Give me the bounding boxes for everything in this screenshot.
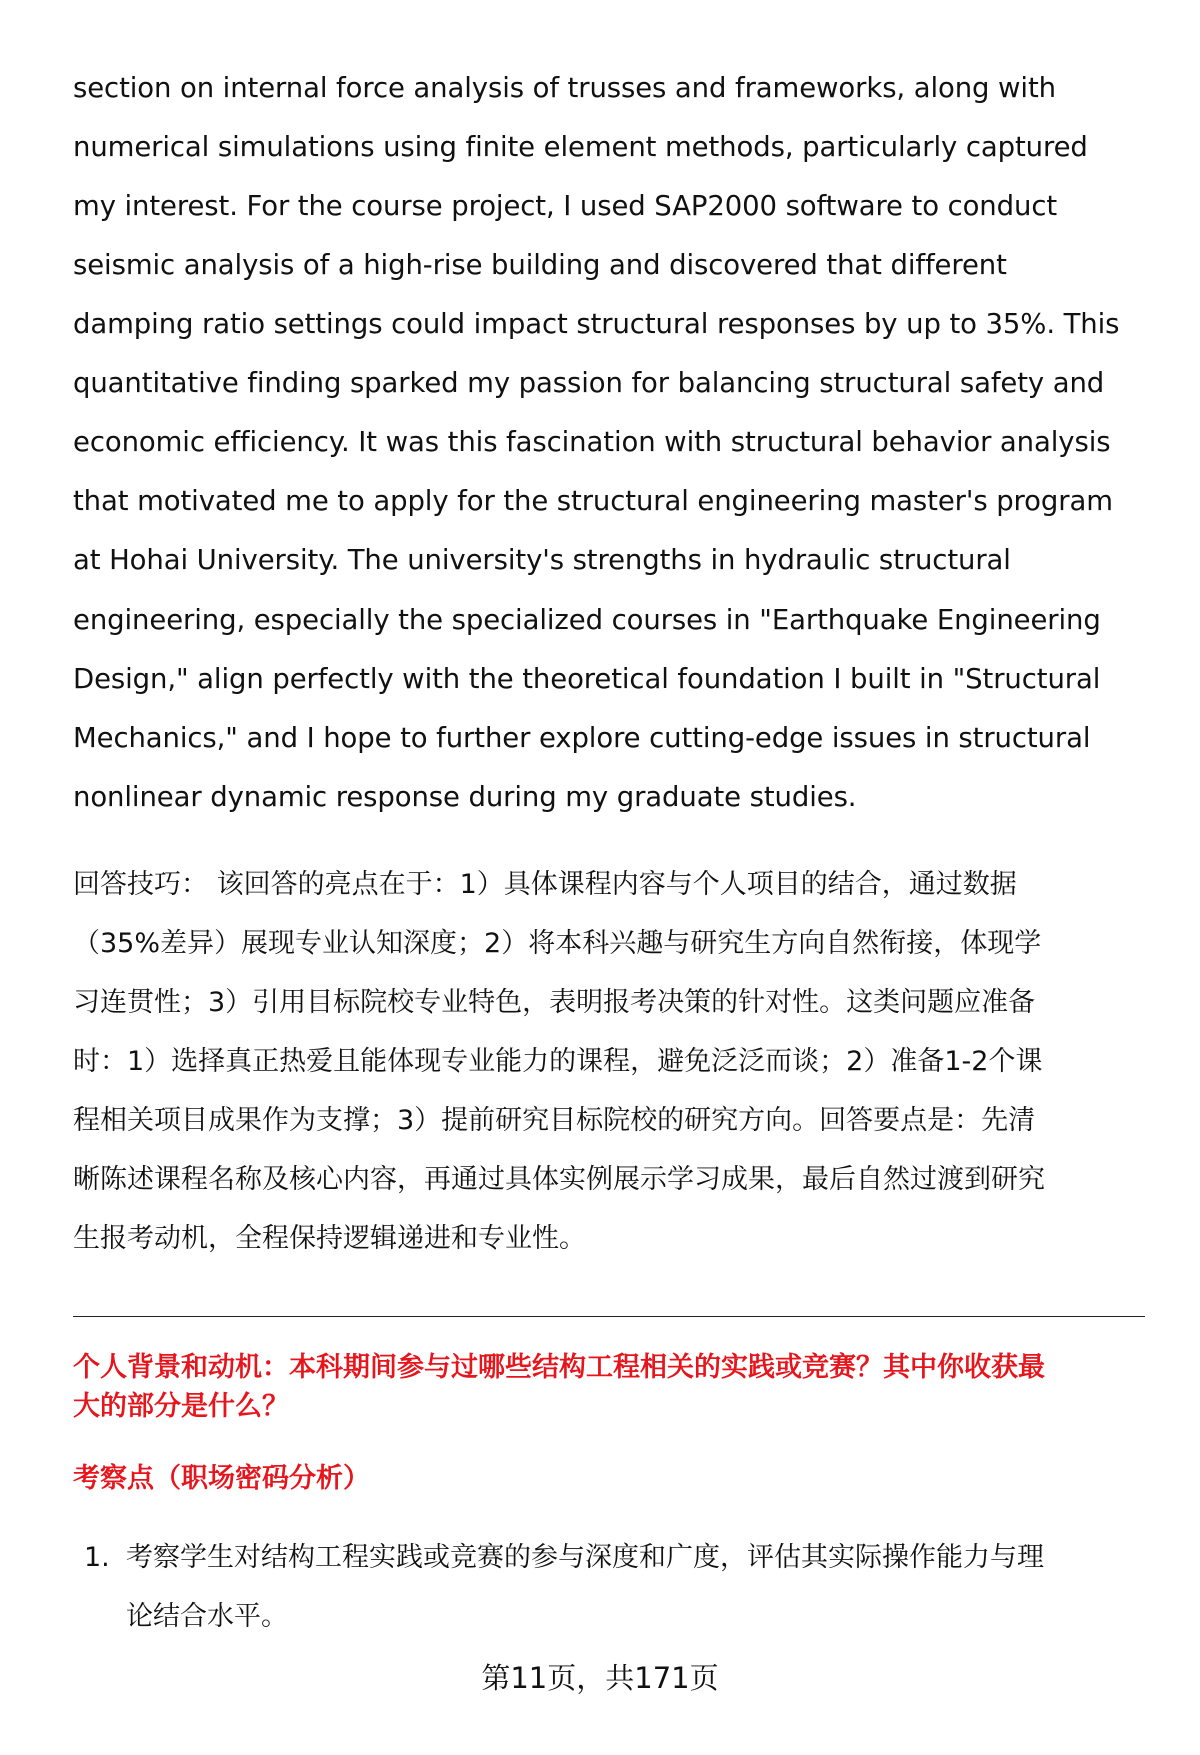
text-line: 程相关项目成果作为支撑；3）提前研究目标院校的研究方向。回答要点是：先清 [73, 1105, 1036, 1136]
question-line: 个人背景和动机：本科期间参与过哪些结构工程相关的实践或竞赛？其中你收获最 [73, 1352, 1045, 1383]
question-line: 大的部分是什么？ [73, 1391, 289, 1422]
text-line: 习连贯性；3）引用目标院校专业特色，表明报考决策的针对性。这类问题应准备 [73, 987, 1036, 1018]
text-line: my interest. For the course project, I used SAP2000 software to conduct [73, 190, 1058, 222]
text-line: economic efficiency. It was this fascination with structural behavior analysis [73, 426, 1111, 458]
text-line: damping ratio settings could impact structural responses by up to 35%. This [73, 308, 1120, 340]
list-number: 1. [84, 1542, 110, 1573]
text-line: 晰陈述课程名称及核心内容，再通过具体实例展示学习成果，最后自然过渡到研究 [73, 1164, 1045, 1195]
text-line: （35%差异）展现专业认知深度；2）将本科兴趣与研究生方向自然衔接，体现学 [73, 928, 1042, 959]
text-line: that motivated me to apply for the structural engineering master's program [73, 485, 1113, 517]
section-divider [73, 1316, 1145, 1317]
text-line: Design," align perfectly with the theoretical foundation I built in "Structural [73, 663, 1101, 695]
text-line: Mechanics," and I hope to further explore cutting-edge issues in structural [73, 722, 1091, 754]
text-line: 时：1）选择真正热爱且能体现专业能力的课程，避免泛泛而谈；2）准备1-2个课 [73, 1046, 1043, 1077]
text-line: engineering, especially the specialized courses in "Earthquake Engineering [73, 604, 1101, 636]
text-line: seismic analysis of a high-rise building and discovered that different [73, 249, 1007, 281]
text-line: section on internal force analysis of trusses and frameworks, along with [73, 72, 1056, 104]
list-line: 论结合水平。 [126, 1601, 288, 1632]
text-line: quantitative finding sparked my passion for balancing structural safety and [73, 367, 1105, 399]
text-line: numerical simulations using finite element methods, particularly captured [73, 131, 1088, 163]
exam-point-heading: 考察点（职场密码分析） [73, 1463, 370, 1494]
page-number: 第11页，共171页 [481, 1661, 719, 1695]
text-line: at Hohai University. The university's strengths in hydraulic structural [73, 544, 1011, 576]
list-line: 考察学生对结构工程实践或竞赛的参与深度和广度，评估其实际操作能力与理 [126, 1542, 1044, 1573]
text-line: 生报考动机，全程保持逻辑递进和专业性。 [73, 1223, 586, 1254]
text-line: 回答技巧： 该回答的亮点在于：1）具体课程内容与个人项目的结合，通过数据 [73, 869, 1017, 900]
text-line: nonlinear dynamic response during my graduate studies. [73, 781, 857, 813]
